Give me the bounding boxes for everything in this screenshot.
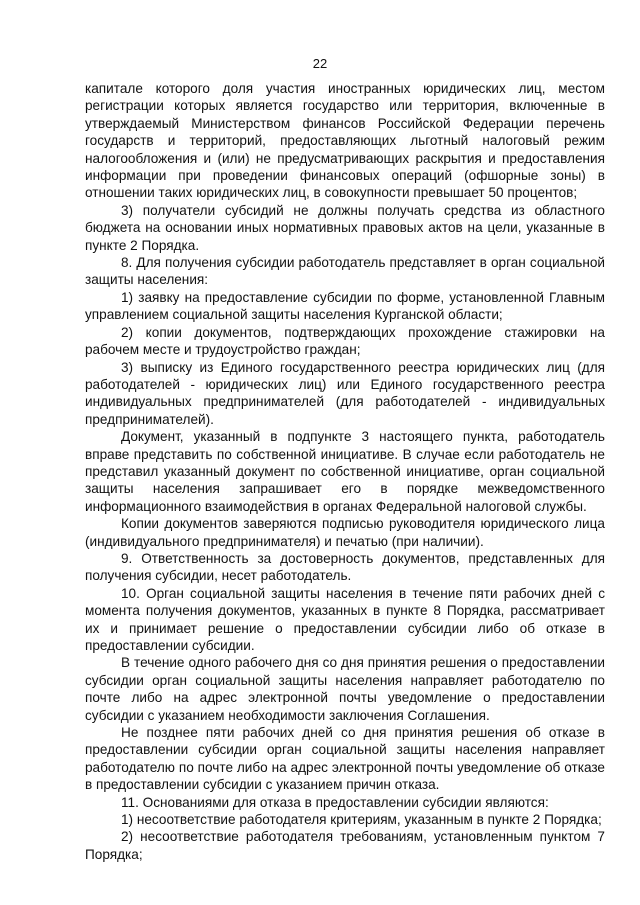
paragraph-continuation: капитале которого доля участия иностранных юридических лиц, местом регистрации которых является государство или территория, включенные в утверждаемый Министерством финансов Российской Федерации перечень государств и территорий, предоставляющих льготный налоговый режим налогообложения и (или) не предусматривающих раскрытия и предоставления информации при проведении финансовых операций (офшорные зоны) в отношении таких юридических лиц, в совокупности превышает 50 процентов; xyxy=(85,81,605,201)
paragraph-clause-8-item-3: 3) выписку из Единого государственного реестра юридических лиц (для работодателей - юридических лиц) или Единого государственного реестра индивидуальных предпринимателей (для работодателей - индивидуальных предпринимателей). xyxy=(85,359,605,427)
paragraph-clause-8-item-1: 1) заявку на предоставление субсидии по форме, установленной Главным управлением социальной защиты населения Курганской области; xyxy=(85,289,605,323)
paragraph-clause-11: 11. Основаниями для отказа в предоставлении субсидии являются: xyxy=(121,794,549,810)
paragraph-clause-11-item-2: 2) несоответствие работодателя требованиям, установленным пунктом 7 Порядка; xyxy=(85,829,605,862)
paragraph-item-3: 3) получатели субсидий не должны получать средства из областного бюджета на основании иных нормативных правовых актов на цели, указанные в пункте 2 Порядка. xyxy=(85,202,605,253)
document-body xyxy=(85,80,605,863)
paragraph-clause-8: 8. Для получения субсидии работодатель представляет в орган социальной защиты населения: xyxy=(85,255,605,288)
paragraph-clause-10: 10. Орган социальной защиты населения в течение пяти рабочих дней с момента получения документов, указанных в пункте 8 Порядка, рассматривает их и принимает решение о предоставлении субсидии либо об отказе в предоставлении субсидии. xyxy=(85,585,605,653)
paragraph-clause-8-item-2: 2) копии документов, подтверждающих прохождение стажировки на рабочем месте и трудоустройство граждан; xyxy=(85,324,605,358)
paragraph-clause-9: 9. Ответственность за достоверность документов, представленных для получения субсидии, несет работодатель. xyxy=(85,550,605,584)
paragraph-approval-notice: В течение одного рабочего дня со дня принятия решения о предоставлении субсидии орган социальной защиты населения направляет работодателю по почте либо на адрес электронной почты уведомление о предоставлении субсидии с указанием необходимости заключения Соглашения. xyxy=(85,655,605,723)
paragraph-copies-note: Копии документов заверяются подписью руководителя юридического лица (индивидуального предпринимателя) и печатью (при наличии). xyxy=(85,516,605,549)
paragraph-document-note: Документ, указанный в подпункте 3 настоящего пункта, работодатель вправе представить по собственной инициативе. В случае если работодатель не представил указанный документ по собственной инициативе, орган социальной защиты населения запрашивает его в порядке межведомственного информационного взаимодействия в органах Федеральной налоговой службы. xyxy=(85,429,605,514)
paragraph-refusal-notice: Не позднее пяти рабочих дней со дня принятия решения об отказе в предоставлении субсидии орган социальной защиты населения направляет работодателю по почте либо на адрес электронной почты уведомление об отказе в предоставлении субсидии с указанием причин отказа. xyxy=(85,725,605,793)
page-number: 22 xyxy=(312,56,328,71)
paragraph-clause-11-item-1: 1) несоответствие работодателя критериям, указанным в пункте 2 Порядка; xyxy=(121,812,602,828)
